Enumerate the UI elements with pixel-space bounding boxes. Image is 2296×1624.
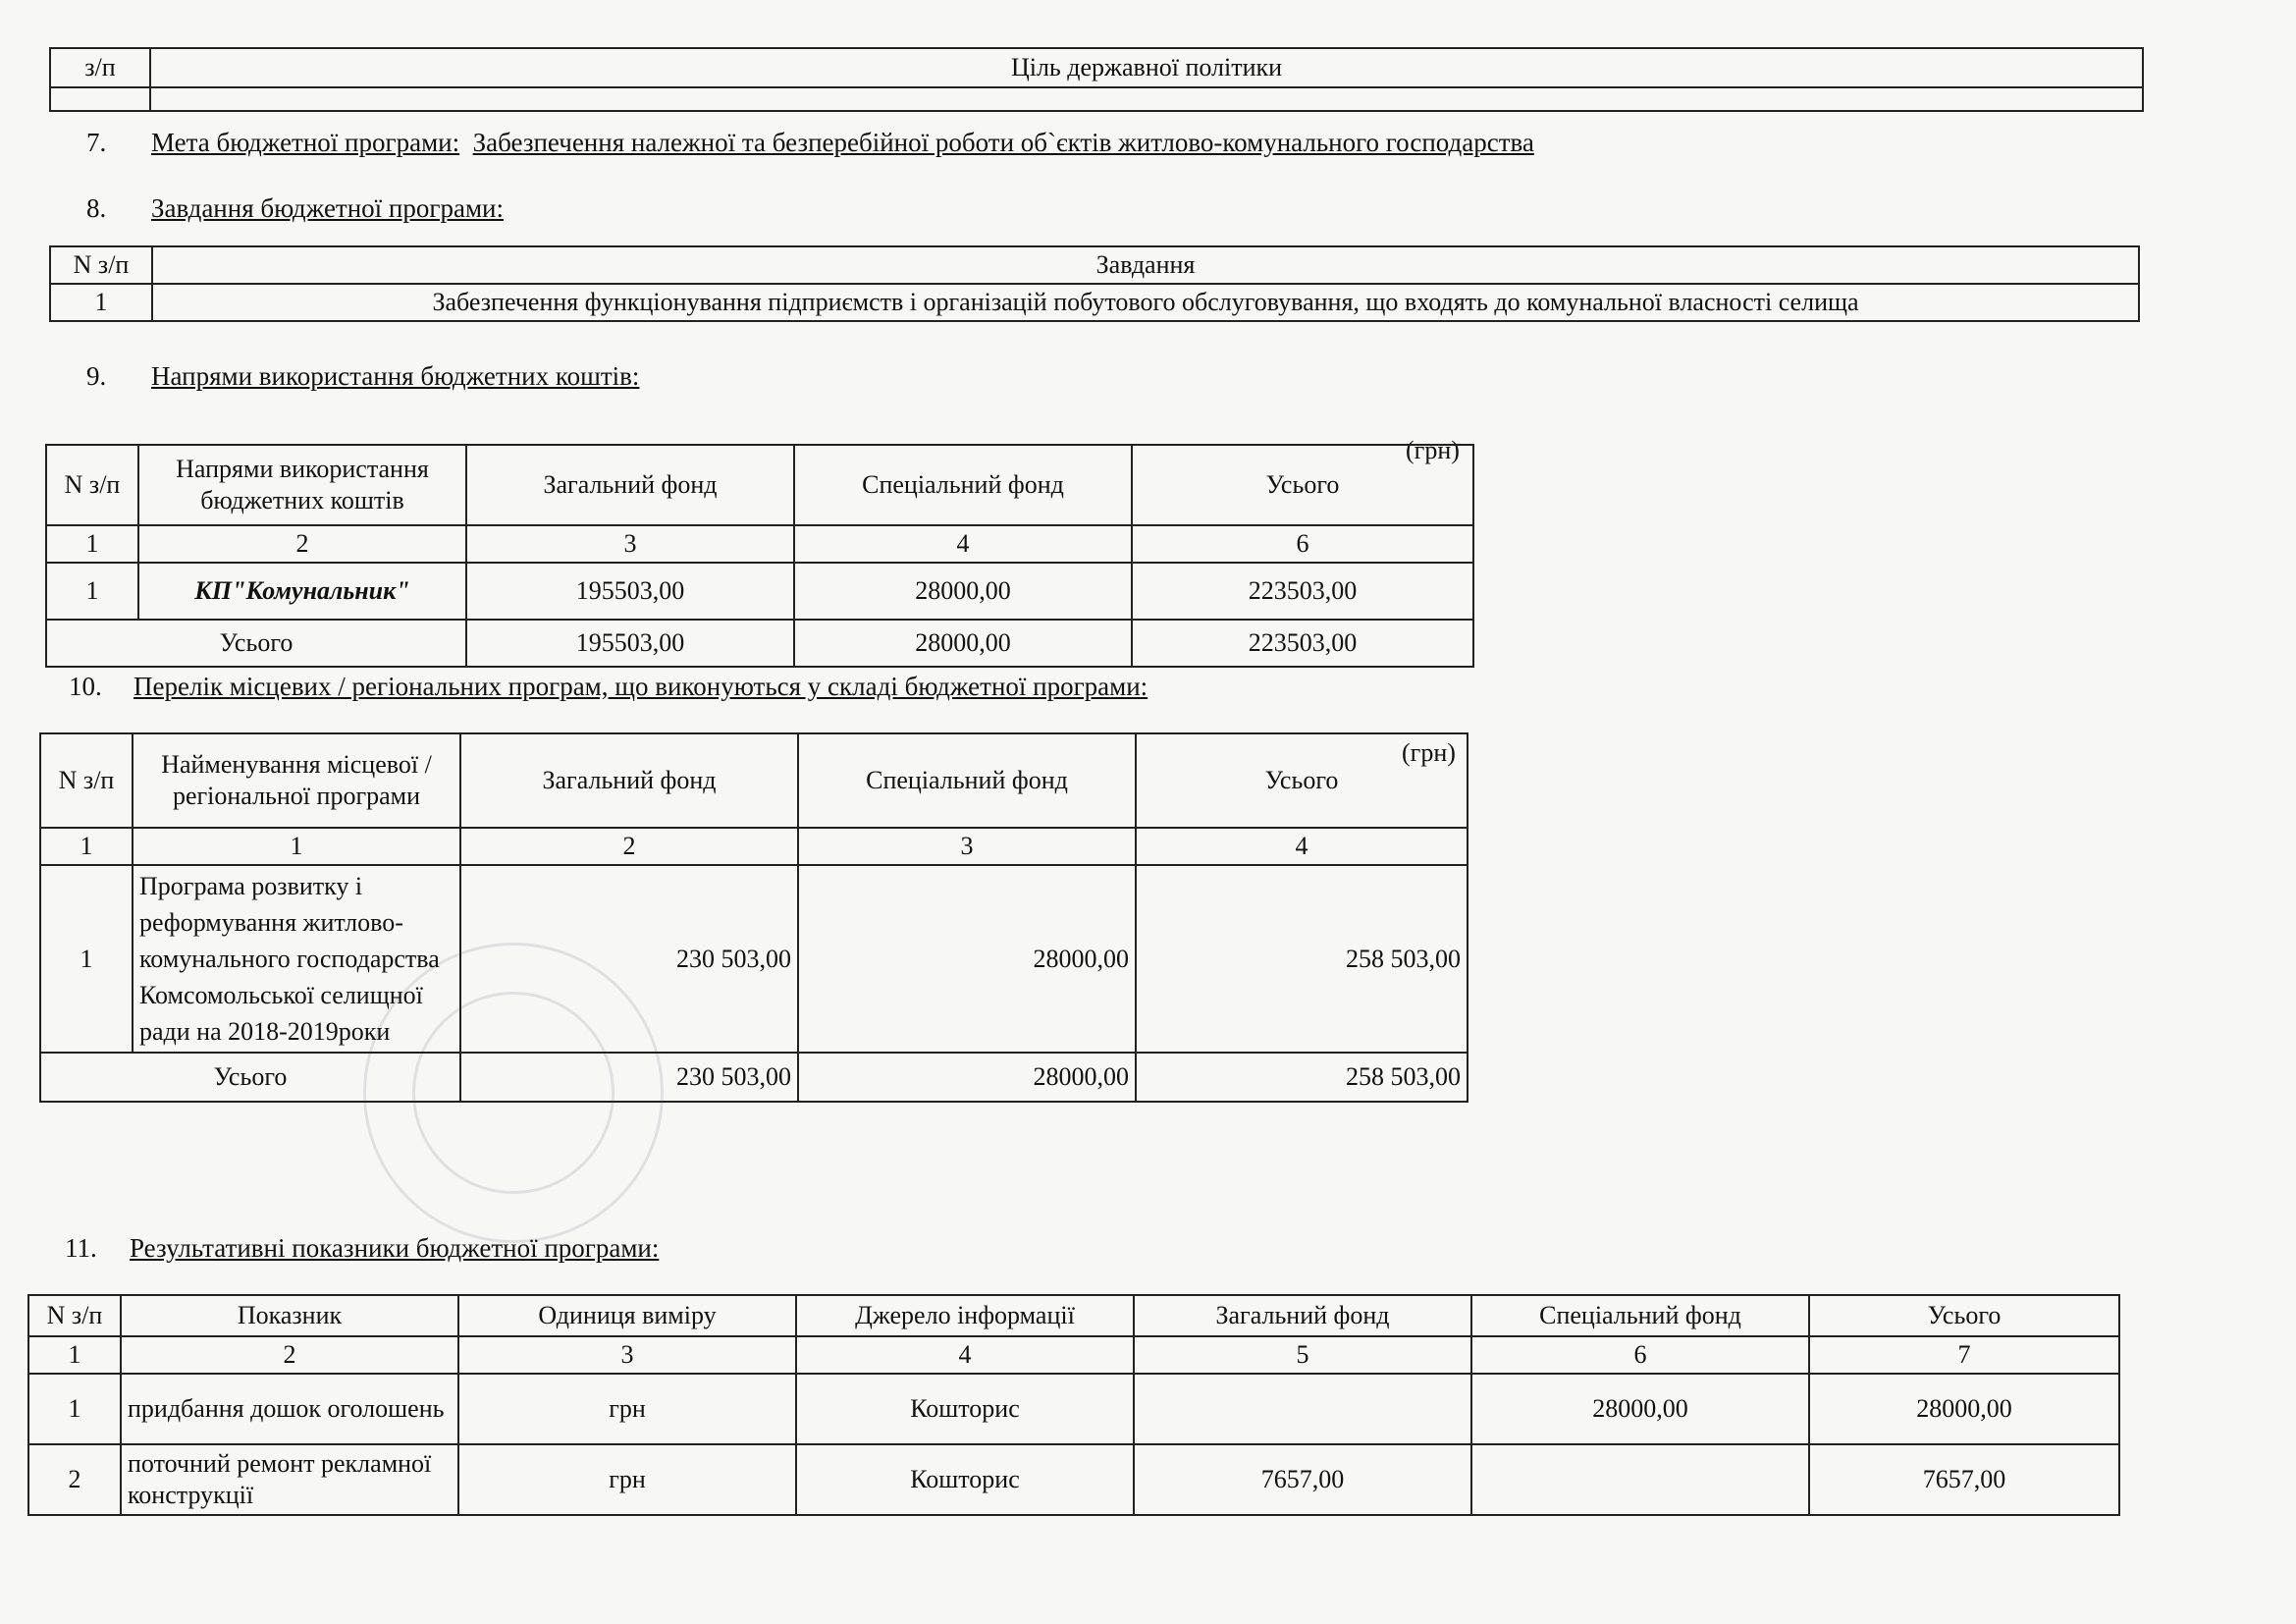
indicators-row1-name: придбання дошок оголошень	[121, 1374, 458, 1444]
programs-index-5: 4	[1136, 828, 1468, 865]
programs-row-general: 230 503,00	[460, 865, 798, 1053]
indicators-row2-total: 7657,00	[1809, 1444, 2119, 1515]
directions-header-num: N з/п	[46, 445, 138, 525]
indicators-header-total: Усього	[1809, 1295, 2119, 1336]
section-10	[69, 670, 1148, 703]
table-row	[28, 1374, 2119, 1444]
programs-row-total: 258 503,00	[1136, 865, 1468, 1053]
section-10-label: Перелік місцевих / регіональних програм, що виконуються у складі бюджетної програми:	[133, 672, 1148, 701]
tasks-header-task: Завдання	[152, 246, 2139, 284]
section-7	[86, 126, 1534, 159]
table-row	[46, 620, 1473, 667]
directions-header-general: Загальний фонд	[466, 445, 794, 525]
policy-goal-title: Ціль державної політики	[150, 48, 2143, 87]
section-8	[86, 191, 504, 225]
table-row	[28, 1336, 2119, 1374]
programs-header-num: N з/п	[40, 733, 133, 828]
tasks-row-text: Забезпечення функціонування підприємств і організацій побутового обслуговування, що входять до комунальної власності селища	[152, 284, 2139, 321]
indicators-header-special: Спеціальний фонд	[1471, 1295, 1809, 1336]
budget-directions-table	[45, 444, 1474, 668]
indicators-header-source: Джерело інформації	[796, 1295, 1134, 1336]
programs-index-1: 1	[40, 828, 133, 865]
programs-header-name: Найменування місцевої / регіональної програми	[133, 733, 460, 828]
directions-header-name: Напрями використання бюджетних коштів	[138, 445, 466, 525]
indicators-row1-total: 28000,00	[1809, 1374, 2119, 1444]
indicators-header-general: Загальний фонд	[1134, 1295, 1471, 1336]
indicators-row2-source: Кошторис	[796, 1444, 1134, 1515]
indicators-index-1: 1	[28, 1336, 121, 1374]
programs-row-special: 28000,00	[798, 865, 1136, 1053]
directions-index-5: 6	[1132, 525, 1473, 563]
indicators-index-6: 6	[1471, 1336, 1809, 1374]
indicators-header-name: Показник	[121, 1295, 458, 1336]
directions-row-total: 223503,00	[1132, 563, 1473, 620]
policy-goal-empty-cell	[150, 87, 2143, 111]
programs-total-general: 230 503,00	[460, 1053, 798, 1102]
section-10-number: 10.	[69, 672, 102, 701]
table-row	[46, 525, 1473, 563]
indicators-row2-unit: грн	[458, 1444, 796, 1515]
section-9	[86, 359, 639, 393]
directions-total-total: 223503,00	[1132, 620, 1473, 667]
directions-index-3: 3	[466, 525, 794, 563]
programs-row-name: Програма розвитку і реформування житлово-комунального господарства Комсомольської селищної ради на 2018-2019роки	[133, 865, 460, 1053]
section-9-unit: (грн)	[1406, 436, 1460, 464]
tasks-table	[49, 245, 2140, 322]
programs-index-3: 2	[460, 828, 798, 865]
directions-row-general: 195503,00	[466, 563, 794, 620]
indicators-index-5: 5	[1134, 1336, 1471, 1374]
directions-row-special: 28000,00	[794, 563, 1132, 620]
directions-total-label: Усього	[46, 620, 466, 667]
indicators-row2-num: 2	[28, 1444, 121, 1515]
programs-total-special: 28000,00	[798, 1053, 1136, 1102]
table-row	[28, 1444, 2119, 1515]
table-row	[40, 828, 1468, 865]
programs-header-special: Спеціальний фонд	[798, 733, 1136, 828]
directions-total-special: 28000,00	[794, 620, 1132, 667]
directions-index-1: 1	[46, 525, 138, 563]
programs-index-4: 3	[798, 828, 1136, 865]
directions-total-general: 195503,00	[466, 620, 794, 667]
indicators-row1-source: Кошторис	[796, 1374, 1134, 1444]
directions-row-num: 1	[46, 563, 138, 620]
table-row	[40, 865, 1468, 1053]
section-11-label: Результативні показники бюджетної програми:	[130, 1233, 660, 1263]
programs-header-general: Загальний фонд	[460, 733, 798, 828]
directions-index-4: 4	[794, 525, 1132, 563]
indicators-row1-unit: грн	[458, 1374, 796, 1444]
section-8-number: 8.	[86, 193, 107, 223]
indicators-row2-name: поточний ремонт рекламної конструкції	[121, 1444, 458, 1515]
programs-total-label: Усього	[40, 1053, 460, 1102]
policy-goal-num-header: з/п	[50, 48, 150, 87]
section-9-label: Напрями використання бюджетних коштів:	[151, 361, 640, 391]
section-11-number: 11.	[65, 1233, 97, 1263]
indicators-index-4: 4	[796, 1336, 1134, 1374]
directions-header-special: Спеціальний фонд	[794, 445, 1132, 525]
programs-index-2: 1	[133, 828, 460, 865]
tasks-row-num: 1	[50, 284, 152, 321]
directions-header-total: Усього	[1132, 445, 1473, 525]
table-row	[40, 1053, 1468, 1102]
table-row	[50, 284, 2139, 321]
indicators-index-3: 3	[458, 1336, 796, 1374]
local-programs-table	[39, 732, 1468, 1103]
section-7-label: Мета бюджетної програми:	[151, 128, 460, 157]
section-9-number: 9.	[86, 361, 107, 391]
policy-goal-empty-num	[50, 87, 150, 111]
programs-row-num: 1	[40, 865, 133, 1053]
indicators-row1-num: 1	[28, 1374, 121, 1444]
table-row	[46, 563, 1473, 620]
programs-header-total: Усього	[1136, 733, 1468, 828]
performance-indicators-table	[27, 1294, 2120, 1516]
section-7-text: Забезпечення належної та безперебійної роботи об`єктів житлово-комунального господарства	[472, 128, 1534, 157]
directions-row-name: КП"Комунальник"	[138, 563, 466, 620]
indicators-index-7: 7	[1809, 1336, 2119, 1374]
indicators-row1-general	[1134, 1374, 1471, 1444]
section-11	[65, 1231, 659, 1265]
indicators-row2-general: 7657,00	[1134, 1444, 1471, 1515]
programs-total-total: 258 503,00	[1136, 1053, 1468, 1102]
indicators-index-2: 2	[121, 1336, 458, 1374]
indicators-header-num: N з/п	[28, 1295, 121, 1336]
directions-index-2: 2	[138, 525, 466, 563]
indicators-header-unit: Одиниця виміру	[458, 1295, 796, 1336]
tasks-header-num: N з/п	[50, 246, 152, 284]
policy-goal-table	[49, 47, 2144, 112]
section-10-unit: (грн)	[1402, 738, 1456, 767]
indicators-row1-special: 28000,00	[1471, 1374, 1809, 1444]
indicators-row2-special	[1471, 1444, 1809, 1515]
section-7-number: 7.	[86, 128, 107, 157]
section-8-label: Завдання бюджетної програми:	[151, 193, 504, 223]
